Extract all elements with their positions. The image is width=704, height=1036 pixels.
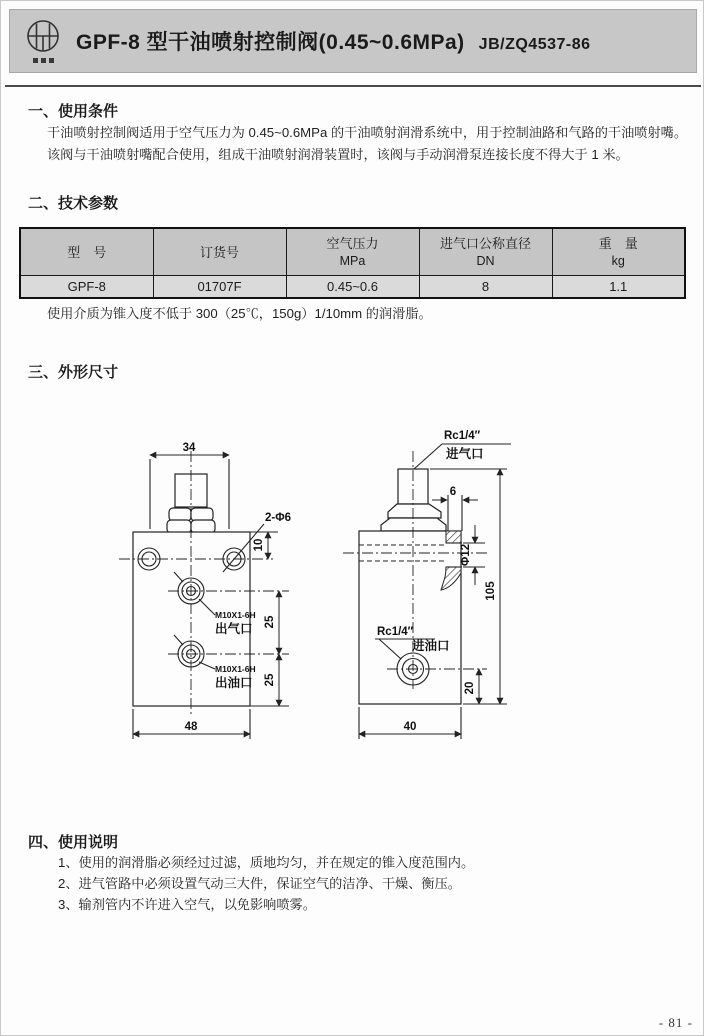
cell-pressure: 0.45~0.6: [286, 276, 419, 299]
section2-heading: 二、技术参数: [28, 195, 119, 212]
air-outlet-label: 出气口: [215, 622, 253, 636]
cell-model: GPF-8: [20, 276, 153, 299]
outline-drawing: [1, 421, 704, 756]
cell-order-no: 01707F: [153, 276, 286, 299]
front-view-drawing: [119, 442, 291, 739]
table-header-row: [20, 228, 685, 276]
holes-callout-label: 2-Φ6: [265, 512, 292, 524]
dim-6-label: 6: [449, 486, 457, 498]
table-row: [20, 276, 685, 299]
header-divider: [5, 85, 701, 87]
col-header-air-pressure: 空气压力 MPa: [286, 228, 419, 276]
oil-inlet-label: 进油口: [412, 639, 450, 653]
dim-25b-label: 25: [264, 673, 276, 687]
section1-line1: 干油喷射控制阀适用于空气压力为 0.45~0.6MPa 的干油喷射润滑系统中，用于控制油路和气路的干油喷射嘴。: [47, 125, 688, 140]
dim-48-label: 48: [184, 721, 198, 733]
dim-phi12-label: Φ12: [460, 543, 472, 567]
section3-heading: 三、外形尺寸: [28, 364, 119, 381]
logo-caption-marks: [33, 58, 54, 63]
col-header-weight: 重 量 kg: [552, 228, 685, 276]
dim-25a-label: 25: [264, 615, 276, 629]
section1-line2: 该阀与干油喷射嘴配合使用，组成干油喷射润滑装置时，该阀与手动润滑泵连接长度不得大于 1 米。: [47, 147, 629, 162]
usage-item-3: 3、输剂管内不许进入空气，以免影响喷雾。: [58, 897, 316, 912]
dim-40-label: 40: [403, 721, 417, 733]
usage-item-2: 2、进气管路中必须设置气动三大件，保证空气的洁净、干燥、衡压。: [58, 876, 461, 891]
air-inlet-label: 进气口: [446, 447, 484, 461]
col-header-model: 型 号: [20, 228, 153, 276]
dim-34-label: 34: [182, 442, 196, 454]
cell-dn: 8: [419, 276, 552, 299]
dim-20-label: 20: [464, 681, 476, 695]
company-logo-icon: [20, 13, 66, 69]
page-number: - 81 -: [658, 1015, 693, 1030]
page-title: GPF-8 型干油喷射控制阀(0.45~0.6MPa): [76, 31, 465, 54]
col-header-inlet-dn: 进气口公称直径 DN: [419, 228, 552, 276]
table-note: 使用介质为锥入度不低于 300（25℃，150g）1/10mm 的润滑脂。: [47, 306, 432, 321]
col-header-order-no: 订货号: [153, 228, 286, 276]
air-outlet-thread-label: M10X1-6H: [215, 610, 256, 620]
standard-number: JB/ZQ4537-86: [478, 36, 591, 53]
dim-105-label: 105: [485, 581, 497, 601]
usage-item-1: 1、使用的润滑脂必须经过过滤，质地均匀，并在规定的锥入度范围内。: [58, 855, 475, 870]
title-bar: [9, 9, 697, 73]
section1-heading: 一、使用条件: [28, 103, 119, 120]
oil-outlet-label: 出油口: [215, 676, 253, 690]
side-view-drawing: [343, 430, 511, 739]
section4-heading: 四、使用说明: [28, 834, 119, 851]
parameters-table: [19, 227, 686, 299]
oil-inlet-thread-label: Rc1/4″: [377, 626, 414, 638]
oil-outlet-thread-label: M10X1-6H: [215, 664, 256, 674]
dim-10-label: 10: [253, 538, 265, 552]
air-inlet-thread-label: Rc1/4″: [444, 430, 481, 442]
cell-weight: 1.1: [552, 276, 685, 299]
